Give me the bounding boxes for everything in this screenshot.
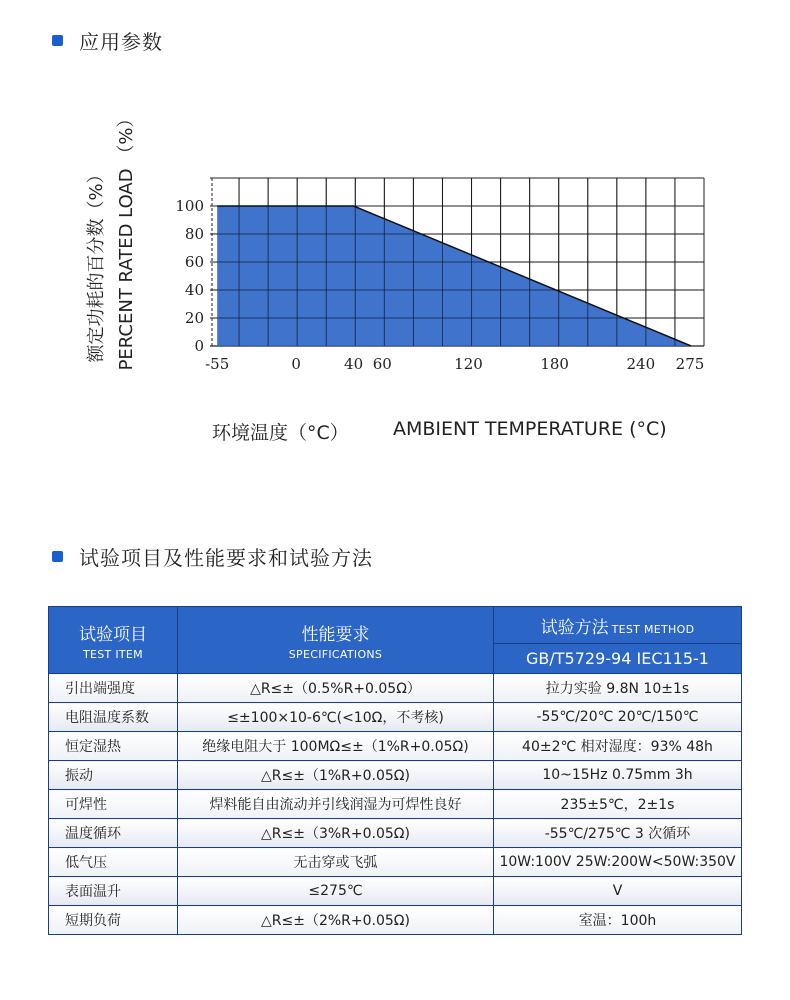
table-row bbox=[49, 674, 742, 703]
method-cell: 235±5℃，2±1s bbox=[494, 790, 742, 819]
section-heading-tests bbox=[52, 542, 373, 571]
test-item-cell: 短期负荷 bbox=[49, 906, 178, 935]
method-cell: 10~15Hz 0.75mm 3h bbox=[494, 761, 742, 790]
x-tick-label: 180 bbox=[540, 355, 569, 373]
spec-cell: ≤±100×10-6℃(<10Ω，不考核) bbox=[178, 703, 494, 732]
method-cell: 拉力实验 9.8N 10±1s bbox=[494, 674, 742, 703]
test-item-cell: 恒定湿热 bbox=[49, 732, 178, 761]
y-tick-label: 0 bbox=[194, 337, 204, 355]
table-row bbox=[49, 877, 742, 906]
y-tick-label: 60 bbox=[184, 253, 204, 271]
square-bullet-icon bbox=[52, 551, 63, 562]
test-item-cell: 可焊性 bbox=[49, 790, 178, 819]
method-cell: -55℃/275℃ 3 次循环 bbox=[494, 819, 742, 848]
spec-cell: △R≤±（3%R+0.05Ω) bbox=[178, 819, 494, 848]
y-tick-labels bbox=[175, 197, 204, 355]
x-tick-label: 0 bbox=[291, 355, 301, 373]
x-tick-label: 120 bbox=[454, 355, 483, 373]
test-item-cell: 电阻温度系数 bbox=[49, 703, 178, 732]
section-title: 应用参数 bbox=[79, 30, 163, 54]
table-row bbox=[49, 761, 742, 790]
header-test-item: 试验项目 TEST ITEM bbox=[49, 607, 178, 674]
method-cell: 室温：100h bbox=[494, 906, 742, 935]
table-row bbox=[49, 906, 742, 935]
y-axis-label-en: PERCENT RATED LOAD （%） bbox=[116, 109, 137, 371]
y-tick-label: 40 bbox=[184, 281, 204, 299]
spec-cell: △R≤±（0.5%R+0.05Ω） bbox=[178, 674, 494, 703]
spec-cell: ≤275℃ bbox=[178, 877, 494, 906]
header-specifications: 性能要求 SPECIFICATIONS bbox=[178, 607, 494, 674]
test-spec-table bbox=[48, 606, 742, 935]
y-tick-label: 20 bbox=[184, 309, 204, 327]
y-axis-label-cn: 额定功耗的百分数（%） bbox=[86, 165, 107, 363]
section-heading-application bbox=[52, 26, 163, 55]
y-tick-label: 100 bbox=[175, 197, 204, 215]
x-tick-label: -55 bbox=[205, 355, 230, 373]
method-cell: V bbox=[494, 877, 742, 906]
table-row bbox=[49, 848, 742, 877]
x-axis-label-en: AMBIENT TEMPERATURE (°C) bbox=[393, 418, 667, 440]
derating-chart bbox=[0, 100, 790, 390]
spec-cell: △R≤±（1%R+0.05Ω) bbox=[178, 761, 494, 790]
test-item-cell: 低气压 bbox=[49, 848, 178, 877]
x-tick-label: 60 bbox=[372, 355, 392, 373]
spec-cell: 绝缘电阻大于 100MΩ≤±（1%R+0.05Ω) bbox=[178, 732, 494, 761]
x-tick-label: 240 bbox=[626, 355, 656, 373]
method-cell: 40±2℃ 相对湿度：93% 48h bbox=[494, 732, 742, 761]
section-title: 试验项目及性能要求和试验方法 bbox=[79, 546, 373, 570]
square-bullet-icon bbox=[52, 35, 63, 46]
test-item-cell: 振动 bbox=[49, 761, 178, 790]
header-standard: GB/T5729-94 IEC115-1 bbox=[494, 644, 742, 674]
test-item-cell: 表面温升 bbox=[49, 877, 178, 906]
table-row bbox=[49, 819, 742, 848]
x-tick-labels bbox=[205, 355, 704, 373]
method-cell: 10W:100V 25W:200W<50W:350V bbox=[494, 848, 742, 877]
test-item-cell: 温度循环 bbox=[49, 819, 178, 848]
method-cell: -55℃/20℃ 20℃/150℃ bbox=[494, 703, 742, 732]
spec-cell: 焊料能自由流动并引线润湿为可焊性良好 bbox=[178, 790, 494, 819]
spec-cell: △R≤±（2%R+0.05Ω) bbox=[178, 906, 494, 935]
test-item-cell: 引出端强度 bbox=[49, 674, 178, 703]
table-row bbox=[49, 703, 742, 732]
table-row bbox=[49, 790, 742, 819]
table-row bbox=[49, 732, 742, 761]
x-tick-label: 40 bbox=[344, 355, 364, 373]
y-tick-label: 80 bbox=[184, 225, 204, 243]
x-axis-label-cn: 环境温度（°C） bbox=[212, 422, 349, 444]
x-tick-label: 275 bbox=[675, 355, 705, 373]
header-test-method: 试验方法 TEST METHOD bbox=[494, 607, 742, 644]
spec-cell: 无击穿或飞弧 bbox=[178, 848, 494, 877]
